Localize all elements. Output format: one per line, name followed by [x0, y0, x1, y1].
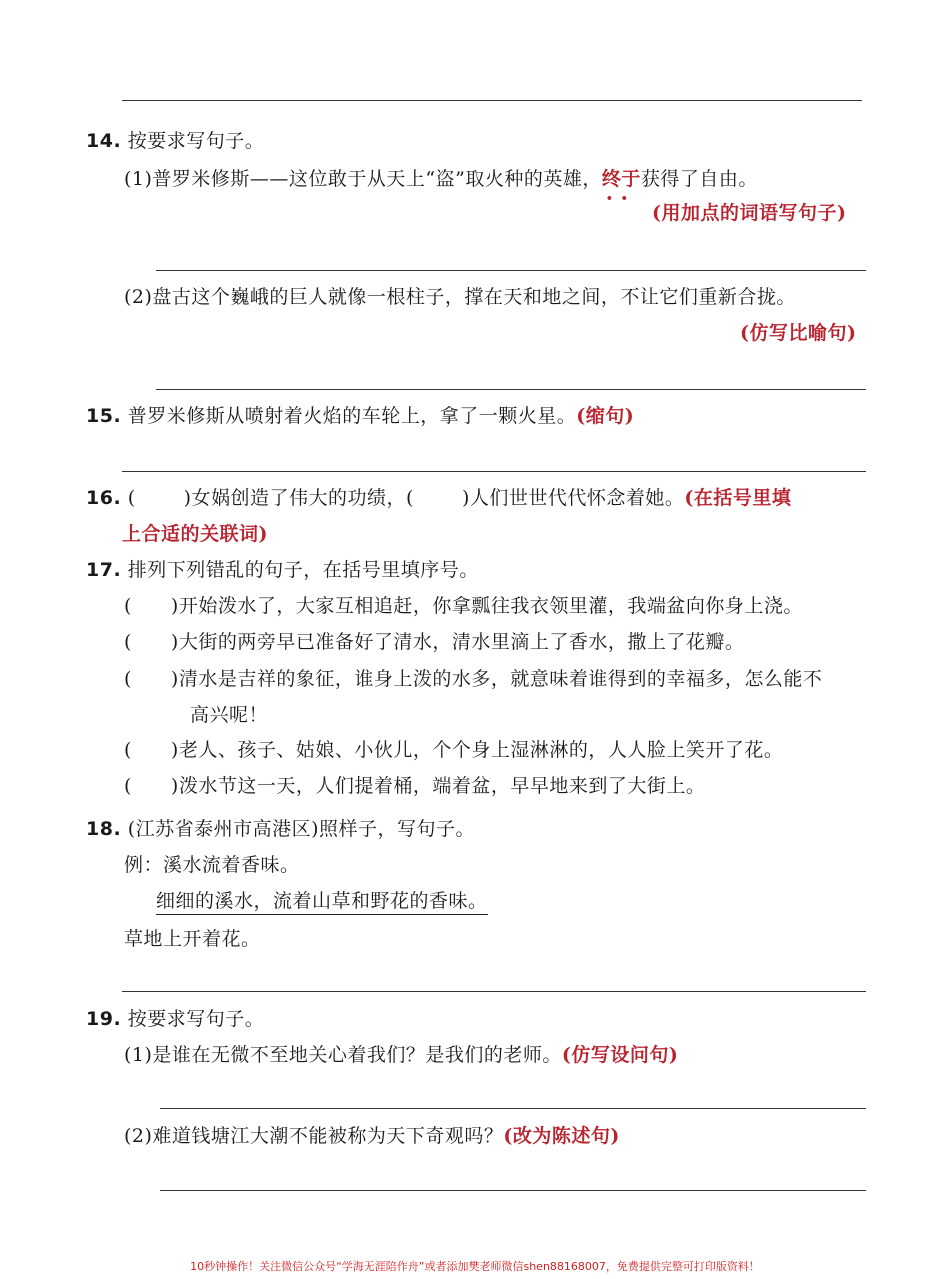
question-requirement: (缩句) — [576, 405, 635, 427]
answer-line — [160, 1108, 866, 1109]
question-requirement: (仿写设问句) — [561, 1044, 679, 1066]
question-text: 普罗米修斯从喷射着火焰的车轮上，拿了一颗火星。 — [127, 405, 577, 427]
question-14-sentence-2: (2)盘古这个巍峨的巨人就像一根柱子，撑在天和地之间，不让它们重新合拢。 — [124, 286, 796, 308]
question-19-sentence-2: (2)难道钱塘江大潮不能被称为天下奇观吗？(改为陈述句) — [124, 1125, 620, 1147]
question-title: 排列下列错乱的句子，在括号里填序号。 — [127, 559, 479, 581]
answer-line — [122, 100, 862, 101]
list-item-continuation: 高兴呢！ — [190, 704, 269, 726]
question-18-prompt: 草地上开着花。 — [124, 928, 261, 950]
question-14-sentence-1: (1)普罗米修斯——这位敢于从天上“盗”取火种的英雄，终于 • •获得了自由。 — [124, 166, 758, 192]
answer-line — [160, 1190, 866, 1191]
question-18-header — [86, 816, 475, 842]
question-number: 16. — [86, 487, 122, 509]
emphasized-word: 终于 • • — [602, 166, 641, 192]
question-number: 19. — [86, 1008, 122, 1030]
question-16-requirement-cont: 上合适的关联词) — [122, 523, 268, 545]
question-requirement: (在括号里填 — [684, 487, 792, 509]
question-requirement: (改为陈述句) — [503, 1125, 620, 1147]
question-14-header — [86, 128, 264, 154]
list-item: ( )老人、孩子、姑娘、小伙儿，个个身上湿淋淋的，人人脸上笑开了花。 — [124, 739, 784, 761]
question-title: 按要求写句子。 — [127, 1008, 265, 1030]
list-item: ( )泼水节这一天，人们提着桶，端着盆，早早地来到了大街上。 — [124, 775, 706, 797]
list-item: ( )大街的两旁早已准备好了清水，清水里滴上了香水，撒上了花瓣。 — [124, 631, 745, 653]
list-item: ( )清水是吉祥的象征，谁身上泼的水多，就意味着谁得到的幸福多，怎么能不 — [124, 668, 823, 690]
example-label: 例：溪水流着香味。 — [124, 854, 300, 876]
question-number: 17. — [86, 559, 122, 581]
list-item: ( )开始泼水了，大家互相追赶，你拿瓢往我衣领里灌，我端盆向你身上浇。 — [124, 595, 803, 617]
question-15 — [86, 403, 634, 429]
question-number: 18. — [86, 818, 122, 840]
question-19-header — [86, 1006, 264, 1032]
question-title: 按要求写句子。 — [127, 130, 265, 152]
answer-line — [122, 991, 866, 992]
question-16: 16. ( )女娲创造了伟大的功绩，( )人们世世代代怀念着她。(在括号里填 — [86, 487, 792, 509]
question-number: 14. — [86, 130, 122, 152]
question-title: (江苏省泰州市高港区)照样子，写句子。 — [127, 818, 476, 840]
question-14-requirement-1: (用加点的词语写句子) — [652, 202, 847, 224]
footer-notice: 10秒钟操作！关注微信公众号“学海无涯陪作舟”或者添加樊老师微信shen88168007，免费提供完整可打印版资料！ — [190, 1260, 760, 1273]
answer-line — [156, 389, 866, 390]
question-19-sentence-1: (1)是谁在无微不至地关心着我们？是我们的老师。(仿写设问句) — [124, 1044, 679, 1066]
answer-line — [122, 471, 866, 472]
example-answer: 细细的溪水，流着山草和野花的香味。 — [156, 888, 488, 914]
question-17-header — [86, 557, 479, 583]
question-number: 15. — [86, 405, 122, 427]
question-14-requirement-2: (仿写比喻句) — [740, 322, 857, 344]
answer-line — [156, 270, 866, 271]
